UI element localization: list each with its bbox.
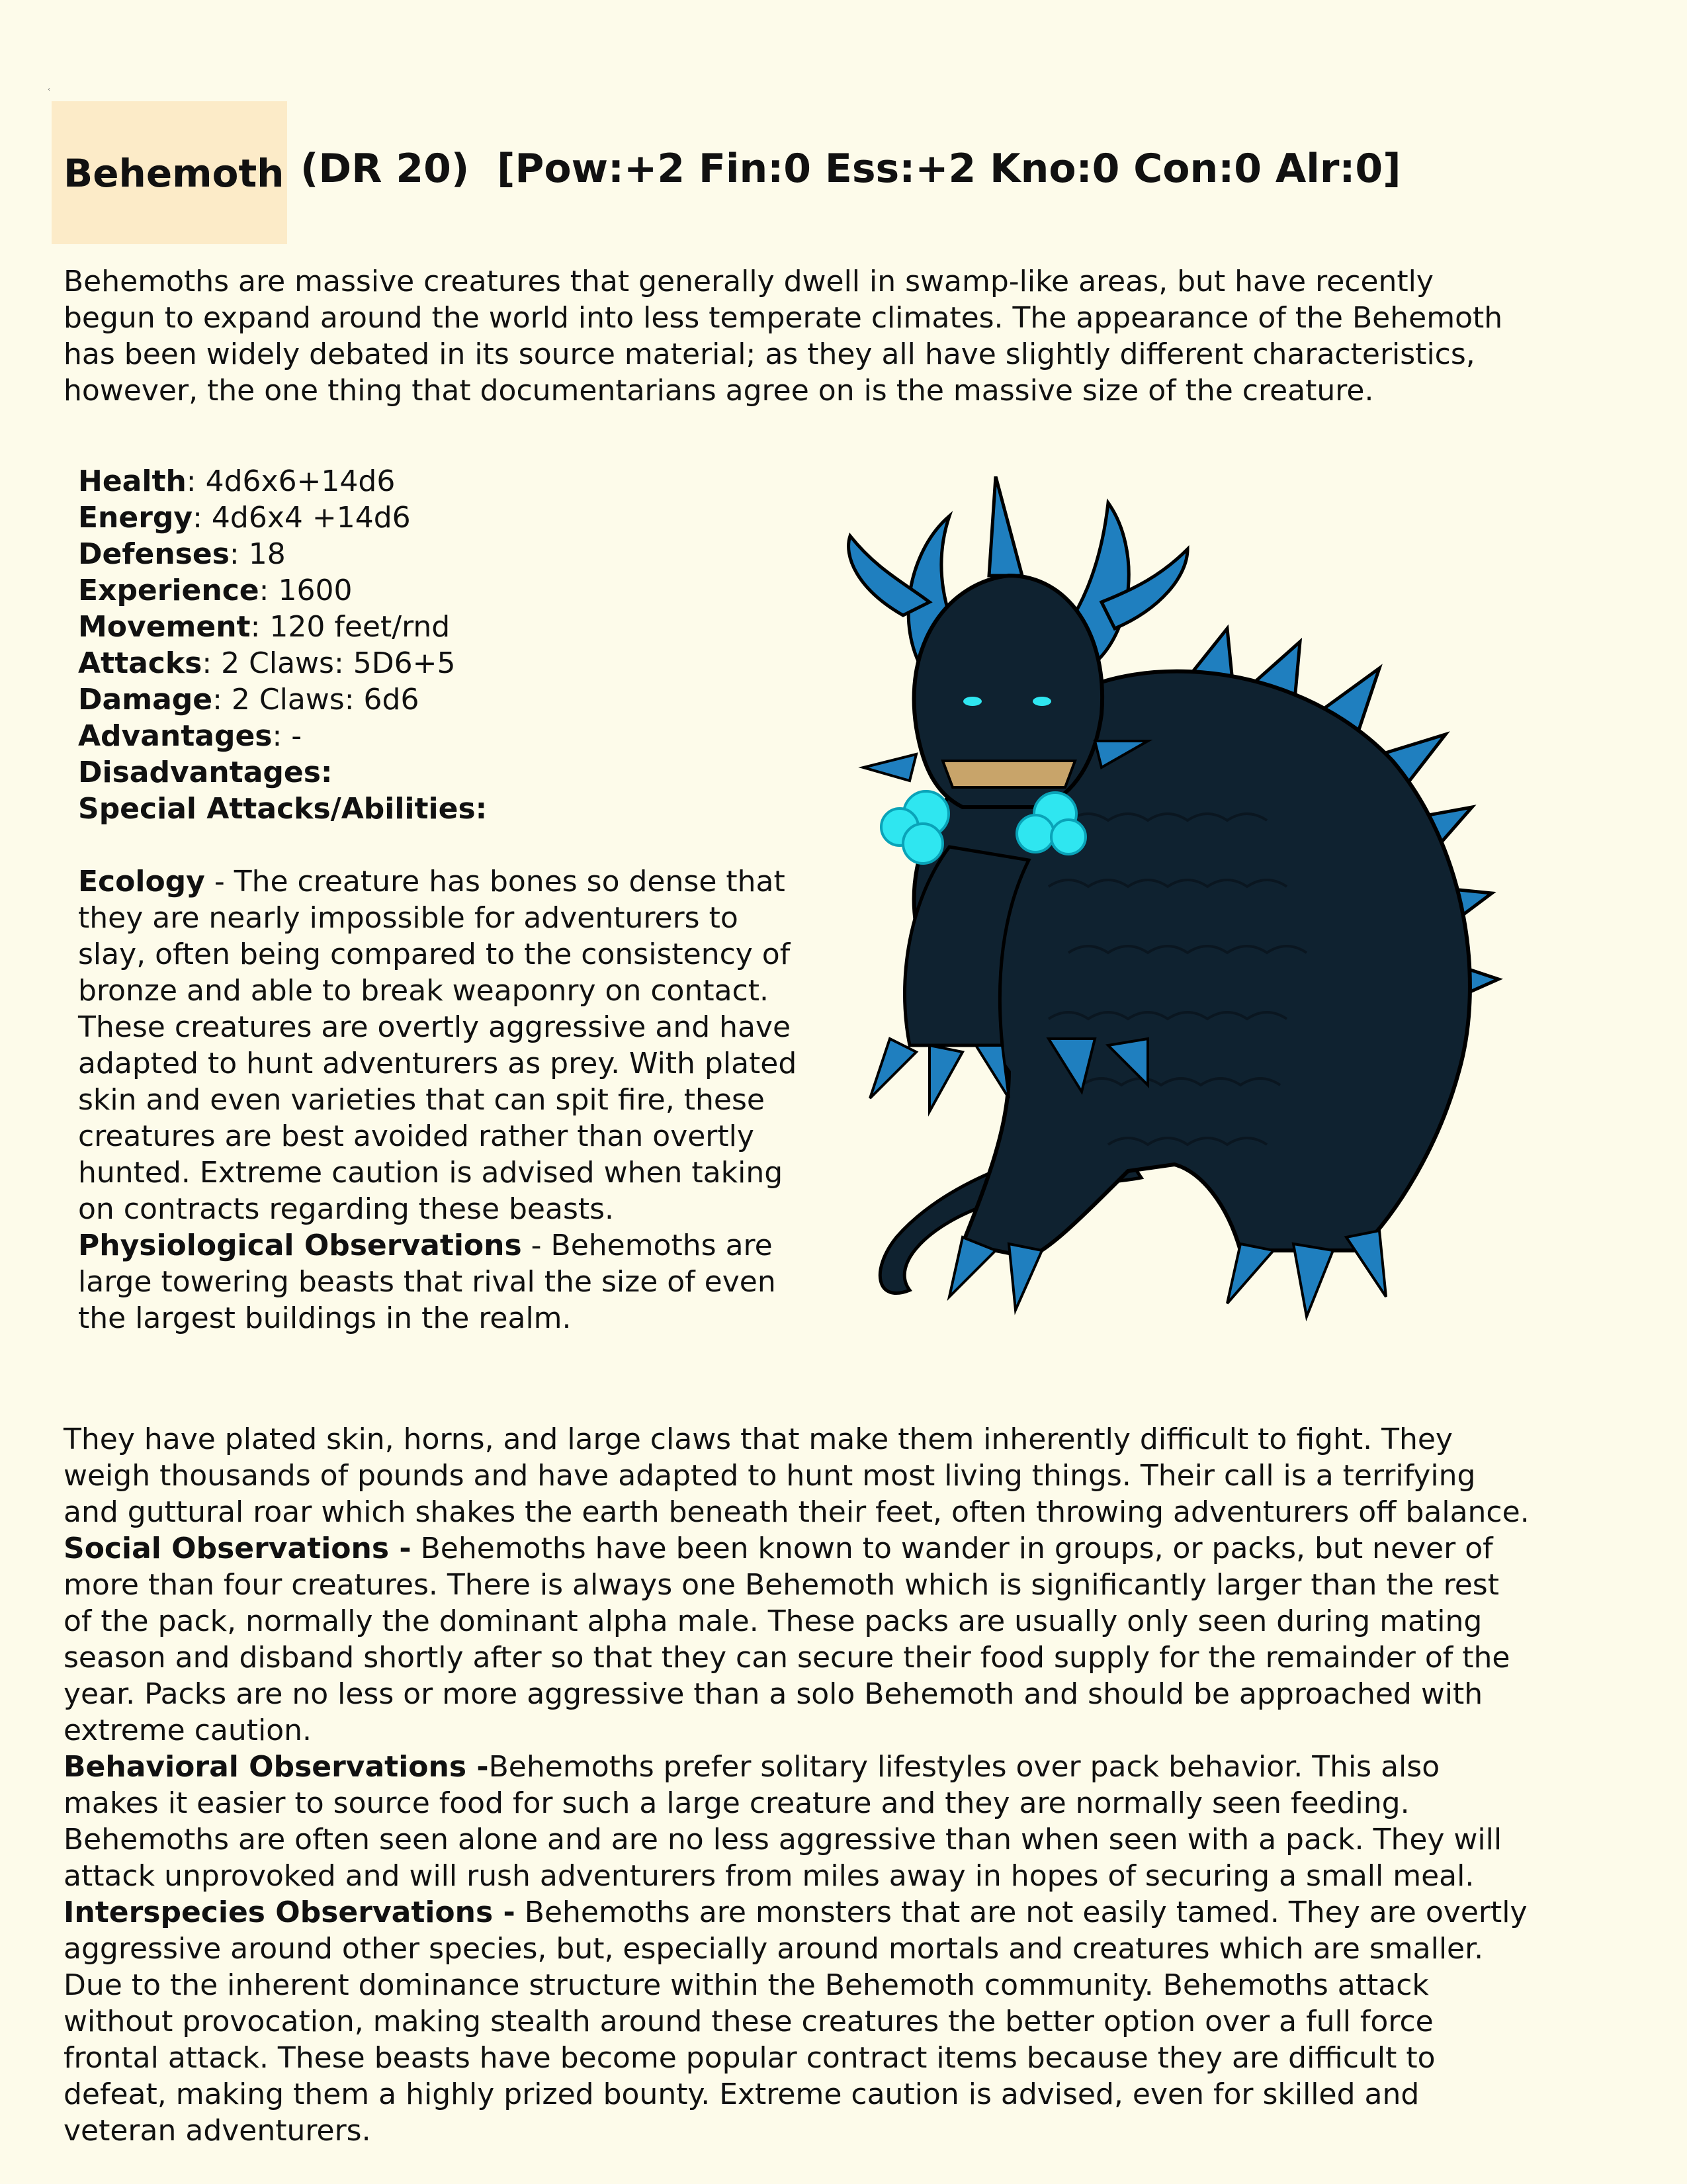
ecology-label: Ecology: [78, 865, 205, 898]
stat-label: Experience: [78, 574, 259, 607]
stat-damage: [78, 681, 799, 718]
stat-label: Damage: [78, 683, 213, 717]
stat-label: Energy: [78, 501, 193, 535]
intro-paragraph: Behemoths are massive creatures that generally dwell in swamp-like areas, but have recently begun to expand around the world into less temperate climates. The appearance of the Behemoth has been widely debated in its source material; as they all have slightly different characteristics, however, the one thing that documentarians agree on is the massive size of the creature.: [64, 265, 1503, 408]
behavioral-text: Behemoths prefer solitary lifestyles over pack behavior. This also makes it easier to source food for such a large creature and they are normally seen feeding. Behemoths are often seen alone and are no less aggressive than when seen with a pack. They will attack unprovoked and will rush adventurers from miles away in hopes of securing a small meal.: [64, 1750, 1502, 1893]
physiological-continued: They have plated skin, horns, and large claws that make them inherently difficult to fight. They weigh thousands of pounds and have adapted to hunt most living things. Their call is a terrifying and guttural roar which shakes the earth beneath their feet, often throwing adventurers off balance.: [64, 1422, 1530, 1529]
stat-value: : 4d6x6+14d6: [186, 464, 396, 498]
lower-text: [64, 1421, 1532, 2149]
stat-block: [78, 463, 799, 1336]
creature-statline: (DR 20) [Pow:+2 Fin:0 Ess:+2 Kno:0 Con:0 Alr:0]: [300, 146, 1401, 192]
social-text: Behemoths have been known to wander in groups, or packs, but never of more than four creatures. There is always one Behemoth which is significantly larger than the rest of the pack, normally the dominant alpha male. These packs are usually only seen during mating season and disband shortly after so that they can secure their food supply for the remainder of the year. Packs are no less or more aggressive than a solo Behemoth and should be approached with extreme caution.: [64, 1532, 1510, 1747]
interspecies-section: [64, 1894, 1532, 2149]
stat-label: Special Attacks/Abilities:: [78, 792, 488, 826]
stat-value: : 2 Claws: 6d6: [212, 683, 419, 717]
behavioral-section: [64, 1749, 1532, 1894]
stat-value: : 18: [229, 537, 286, 571]
interspecies-label: Interspecies Observations -: [64, 1896, 515, 1929]
stat-label: Disadvantages:: [78, 756, 333, 789]
stat-label: Health: [78, 464, 187, 498]
interspecies-text: Behemoths are monsters that are not easily tamed. They are overtly aggressive around other species, but, especially around mortals and creatures which are smaller. Due to the inherent dominance structure within the Behemoth community. Behemoths attack without provocation, making stealth around these creatures the better option over a full force frontal attack. These beasts have become popular contract items because they are difficult to defeat, making them a highly prized bounty. Extreme caution is advised, even for skilled and veteran adventurers.: [64, 1896, 1528, 2148]
stat-label: Defenses: [78, 537, 230, 571]
stat-special-abilities: [78, 791, 799, 827]
stat-value: : -: [272, 719, 302, 753]
spacer: [78, 827, 799, 863]
social-section: [64, 1530, 1532, 1749]
ecology-section: [78, 863, 799, 1227]
stat-label: Attacks: [78, 646, 202, 680]
mouth: [943, 761, 1075, 787]
stat-value: : 120 feet/rnd: [250, 610, 451, 644]
stat-advantages: [78, 718, 799, 754]
margin-mark: ‹: [48, 86, 50, 93]
stat-label: Advantages: [78, 719, 273, 753]
stat-disadvantages: [78, 754, 799, 791]
stat-attacks: [78, 645, 799, 681]
stat-defenses: [78, 536, 799, 572]
creature-name: Behemoth: [64, 151, 284, 196]
stat-label: Movement: [78, 610, 251, 644]
physiological-label: Physiological Observations: [78, 1229, 522, 1262]
stat-experience: [78, 572, 799, 609]
physiological-text: - Behemoths are large towering beasts that rival the size of even the largest buildings in the realm.: [78, 1229, 776, 1335]
behavioral-label: Behavioral Observations -: [64, 1750, 489, 1784]
social-label: Social Observations -: [64, 1532, 411, 1565]
stat-value: : 2 Claws: 5D6+5: [202, 646, 456, 680]
stat-health: [78, 463, 799, 500]
stat-energy: [78, 500, 799, 536]
behemoth-illustration: [830, 476, 1525, 1350]
physiological-section: [78, 1227, 799, 1336]
stat-value: : 4d6x4 +14d6: [193, 501, 411, 535]
stat-value: : 1600: [259, 574, 353, 607]
stat-movement: [78, 609, 799, 645]
ecology-text: - The creature has bones so dense that they are nearly impossible for adventurers to slay, often being compared to the consistency of bronze and able to break weaponry on contact. These creatures are overtly aggressive and have adapted to hunt adventurers as prey. With plated skin and even varieties that can spit fire, these creatures are best avoided rather than overtly hunted. Extreme caution is advised when taking on contracts regarding these beasts.: [78, 865, 797, 1226]
